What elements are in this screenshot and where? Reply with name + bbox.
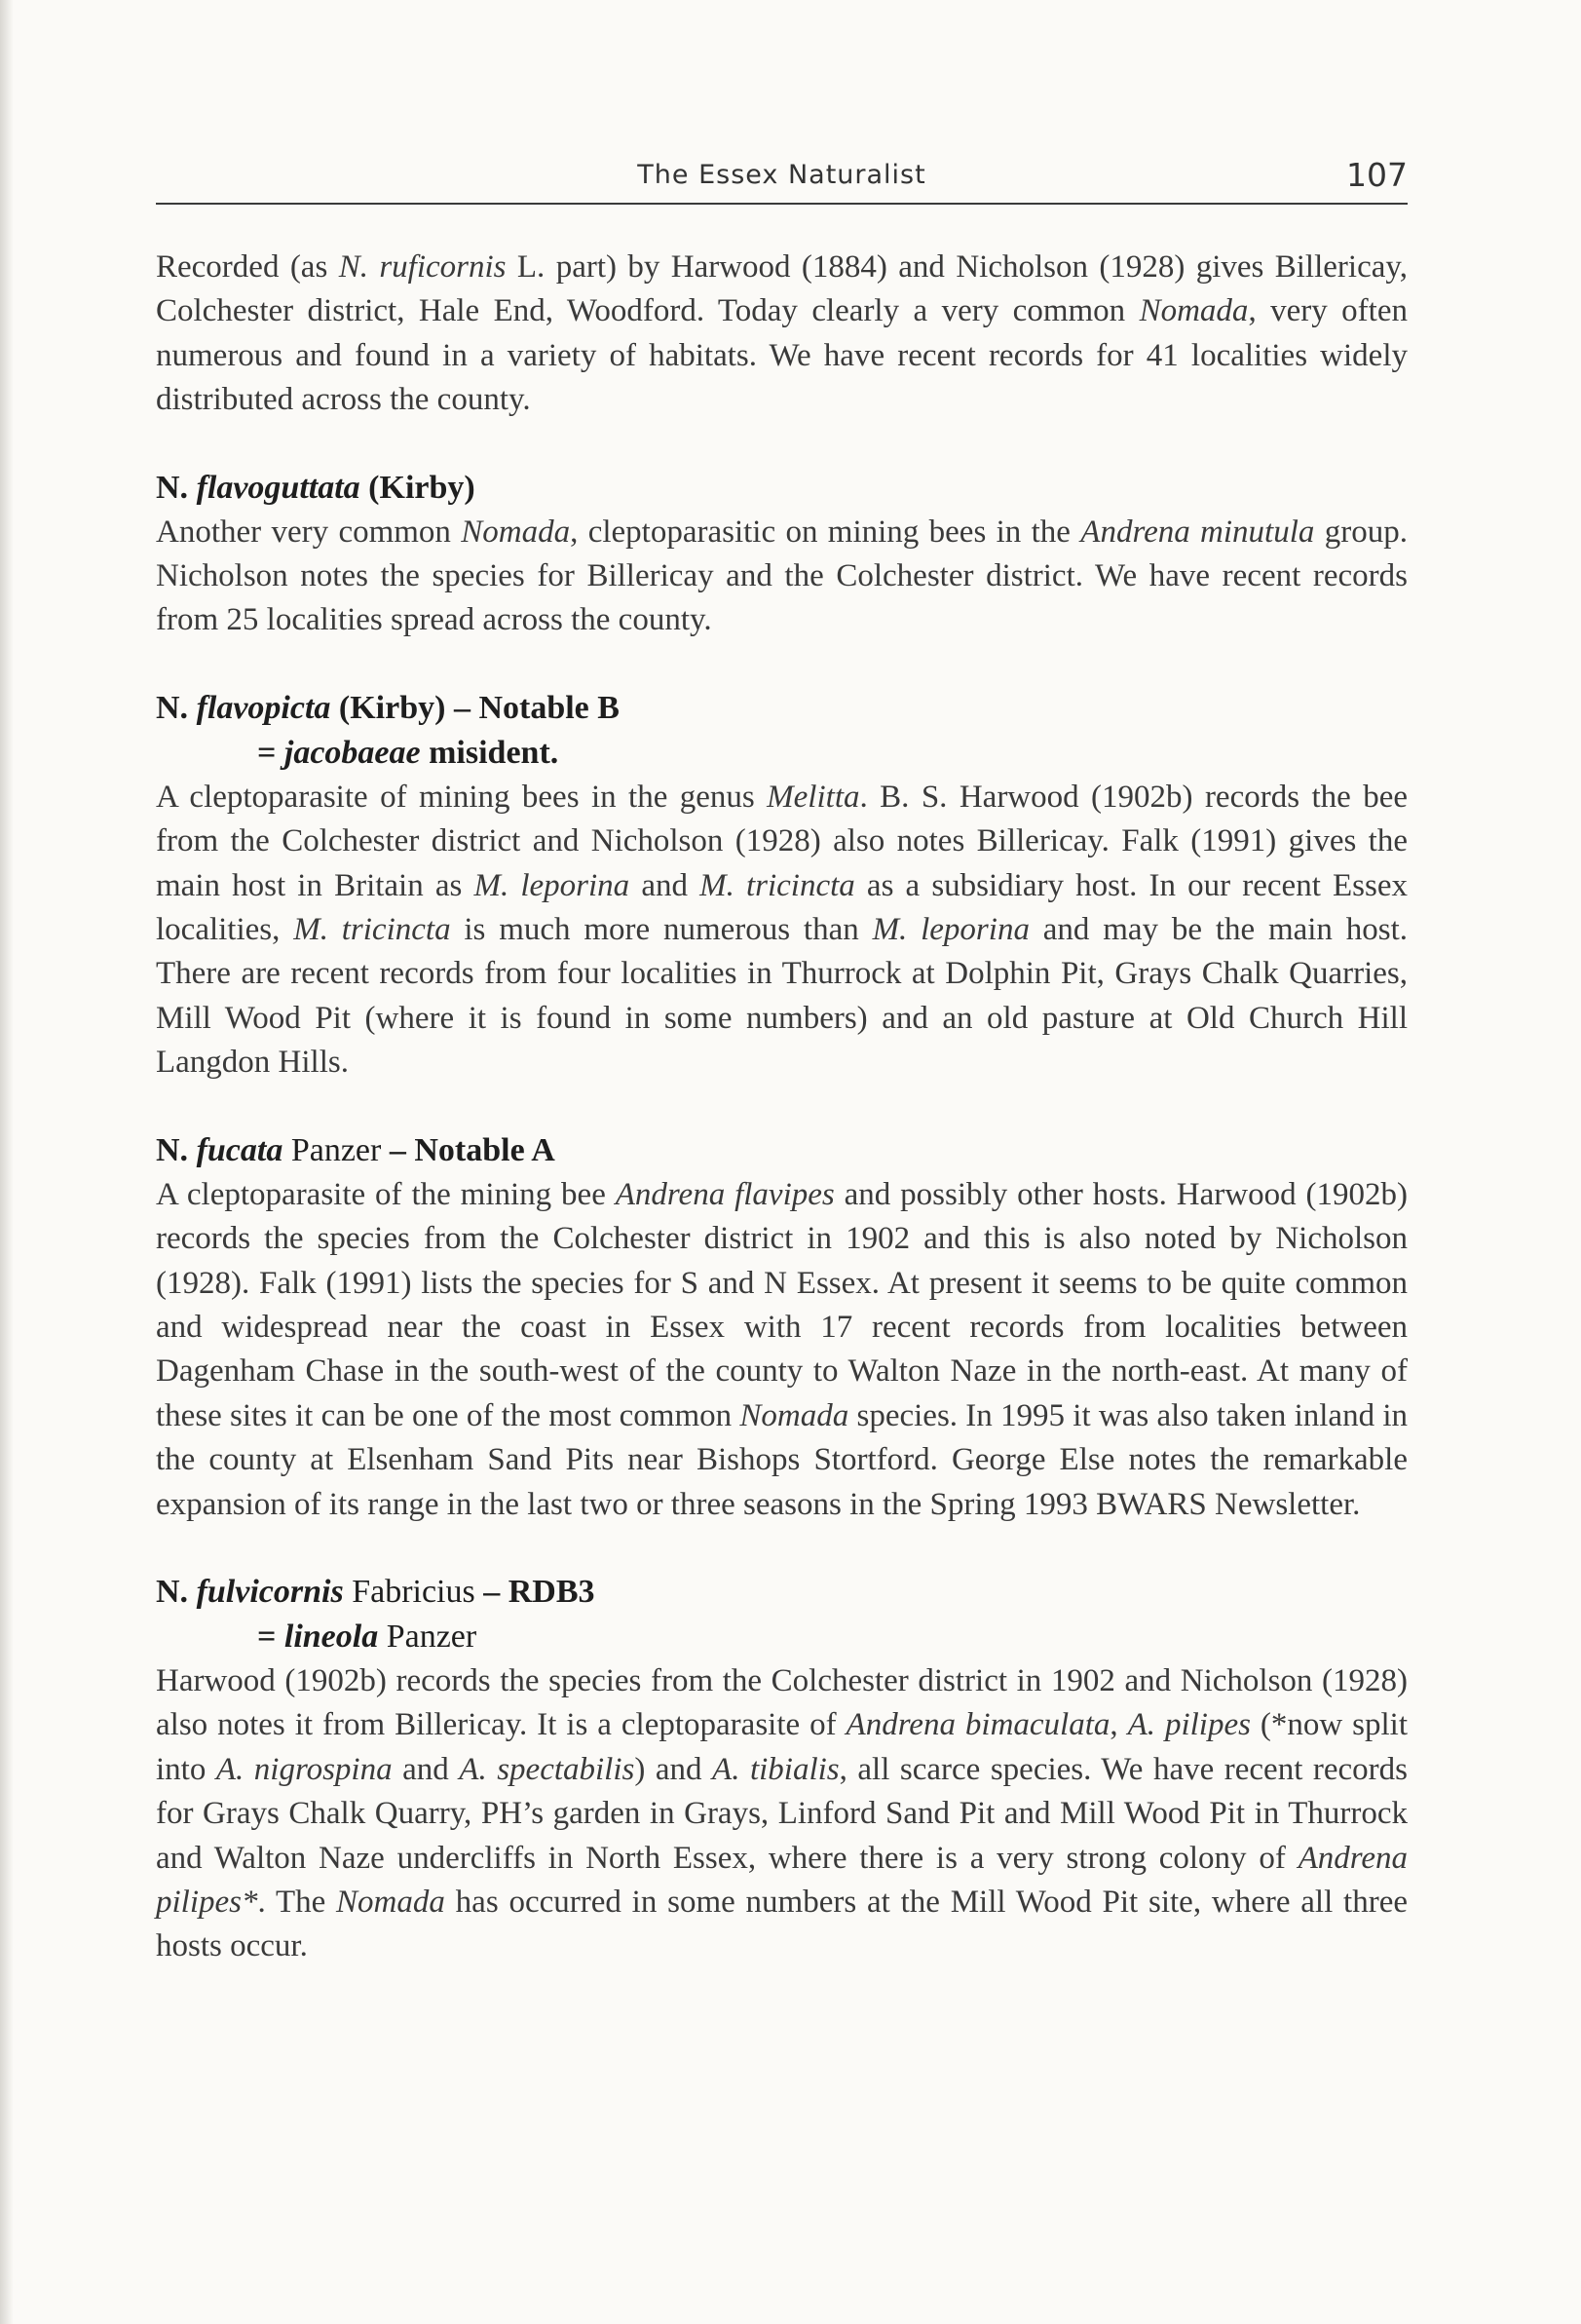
species-synonym [156,1615,1408,1659]
species-name: fucata [196,1131,283,1168]
text-run: group. Nicholson notes the species for Billericay and the Colchester district. We have recent records from 25 localities spread across the county. [156,514,1408,638]
page-header [156,156,1408,205]
text-run: and possibly other hosts. Harwood (1902b) records the species from the Colchester district in 1902 and this is also noted by Nicholson (1928). Falk (1991) lists the species for S and N Essex. At present it seems to be quite common and widespread near the coast in Essex with 17 recent records from localities between Dagenham Chase in the south-west of the county to Walton Naze in the north-east. At many of these sites it can be one of the most common [156,1176,1408,1433]
text-run: A cleptoparasite of mining bees in the genus [156,779,768,815]
species-author-plain: Fabricius [343,1573,475,1610]
italic-run: Nomada [461,514,571,550]
text-run: . The [257,1884,337,1920]
species-author: (Kirby) – Notable B [330,689,620,726]
species-paragraph [156,1173,1408,1527]
text-run: L. part) by Harwood (1884) and Nicholson (1928) gives Billericay, Colchester district, Hale End, Woodford. Today clearly a very common [156,249,1408,329]
species-paragraph [156,1659,1408,1969]
italic-run: Andrena bimaculata [846,1707,1110,1743]
italic-run: M. tricincta [699,867,855,903]
text-run: and [629,867,700,903]
text-run: . B. S. Harwood (1902b) records the bee from the Colchester district and Nicholson (1928) also notes Billericay. Falk (1991) gives the main host in Britain as [156,779,1408,903]
species-name: fulvicornis [196,1573,344,1610]
species-heading [156,466,1408,511]
italic-run: Andrena minutula [1080,514,1315,550]
running-title: The Essex Naturalist [637,160,926,190]
genus-abbrev: N. [156,1573,197,1610]
section-flavopicta [156,686,1408,1086]
text-run: Recorded (as [156,249,339,285]
synonym-author: misident. [420,734,559,771]
text-run: and [392,1751,460,1787]
section-fulvicornis [156,1570,1408,1969]
text-run: is much more numerous than [450,912,873,948]
text-run: has occurred in some numbers at the Mill Wood Pit site, where all three hosts occur. [156,1884,1408,1964]
text-run: as a subsidiary host. In our recent Essex localities, [156,867,1408,948]
genus-abbrev: N. [156,1131,197,1168]
text-run: species. In 1995 it was also taken inland in the county at Elsenham Sand Pits near Bishops Stortford. George Else notes the remarkable expansion of its range in the last two or three seasons in the Spring 1993 BWARS Newsletter. [156,1397,1408,1522]
text-run: and may be the main host. There are recent records from four localities in Thurrock at Dolphin Pit, Grays Chalk Quarries, Mill Wood Pit (where it is found in some numbers) and an old pasture at Old Church Hill Langdon Hills. [156,912,1409,1081]
italic-run: Andrena pilipes* [156,1840,1408,1920]
synonym-prefix: = [257,1618,284,1655]
synonym-name: lineola [283,1618,379,1655]
italic-run: Melitta [767,779,860,815]
italic-run: M. leporina [872,912,1030,948]
italic-run: A. tibialis [712,1751,840,1787]
section-fucata [156,1128,1408,1527]
species-heading [156,686,1408,731]
text-run: A cleptoparasite of the mining bee [156,1176,616,1212]
text-run: , [1110,1707,1128,1743]
species-paragraph [156,776,1408,1086]
italic-run: Nomada [739,1397,849,1433]
italic-run: Andrena flavipes [615,1176,835,1212]
synonym-name: jacobaeae [283,734,421,771]
italic-run: Nomada [336,1884,445,1920]
genus-abbrev: N. [156,469,197,506]
species-heading [156,1570,1408,1615]
italic-run: A. nigrospina [215,1751,393,1787]
italic-run: M. tricincta [293,912,451,948]
italic-run: N. ruficornis [338,249,507,285]
text-run: , very often numerous and found in a variety of habitats. We have recent records for 41 localities widely distributed across the county. [156,293,1408,418]
text-run: Harwood (1902b) records the species from the Colchester district in 1902 and Nicholson (1928) also notes it from Billericay. It is a cleptoparasite of [156,1662,1408,1743]
text-run: , all scarce species. We have recent records for Grays Chalk Quarry, PH’s garden in Grays, Linford Sand Pit and Mill Wood Pit in Thurrock and Walton Naze undercliffs in North Essex, where there is a very strong colony of [156,1751,1409,1876]
species-paragraph [156,511,1408,643]
italic-run: Nomada [1139,293,1249,329]
synonym-author: Panzer [378,1618,477,1655]
italic-run: A. pilipes [1127,1707,1251,1743]
species-heading [156,1128,1408,1173]
genus-abbrev: N. [156,689,197,726]
page-content [156,246,1408,1969]
text-run: (*now split into [156,1707,1409,1787]
species-status: – Notable A [381,1131,555,1168]
italic-run: M. leporina [473,867,630,903]
text-run: , cleptoparasitic on mining bees in the [570,514,1081,550]
section-flavoguttata [156,466,1408,643]
text-run: ) and [634,1751,713,1787]
species-name: flavopicta [196,689,331,726]
text-run: Another very common [156,514,462,550]
synonym-prefix: = [257,734,284,771]
species-author: (Kirby) [359,469,475,506]
page-edge-shadow [0,0,14,2324]
intro-paragraph [156,246,1408,423]
italic-run: A. spectabilis [459,1751,635,1787]
species-synonym [156,731,1408,776]
species-name: flavoguttata [196,469,360,506]
page-number: 107 [1346,156,1408,194]
species-author-plain: Panzer [282,1131,382,1168]
species-status: – RDB3 [474,1573,595,1610]
